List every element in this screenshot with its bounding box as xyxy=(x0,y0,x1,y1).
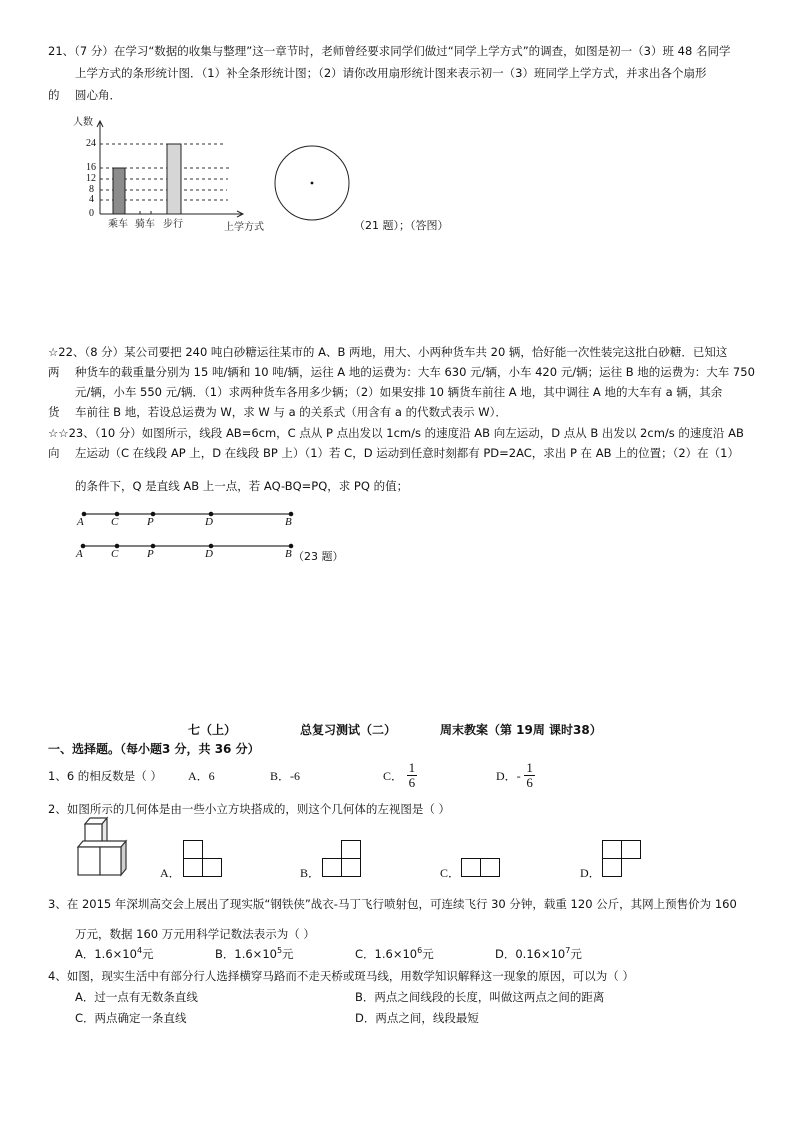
q3-option-a xyxy=(75,947,154,961)
q4-stem: 4、如图，现实生活中有部分行人选择横穿马路而不走天桥或斑马线，用数学知识解释这一现象的原因，可以为（ ） xyxy=(48,969,634,983)
q1-option-d xyxy=(496,761,535,790)
exponent: 6 xyxy=(417,946,423,956)
q22-line4: 车前往 B 地，若设总运费为 W，求 W 与 a 的关系式（用含有 a 的代数式表示 W）． xyxy=(75,405,507,419)
q22-line3: 元/辆，小车 550 元/辆．（1）求两种货车各用多少辆；（2）如果安排 10 辆货车前往 A 地，其中调往 A 地的大车有 a 辆，其余 xyxy=(75,385,723,399)
answer-circle xyxy=(274,146,354,226)
q21-line1: 21、（7 分）在学习“数据的收集与整理”这一章节时，老师曾经要求同学们做过“同学上学方式”的调查，如图是初一（3）班 48 名同学 xyxy=(48,44,731,58)
exponent: 5 xyxy=(276,946,283,956)
q23-line1: ☆☆23、（10 分）如图所示，线段 AB=6cm，C 点从 P 点出发以 1cm/s 的速度沿 AB 向左运动，D 点从 B 出发以 2cm/s 的速度沿 AB xyxy=(48,426,744,440)
point-p-label-1: P xyxy=(147,516,154,528)
y-tick-24: 24 xyxy=(86,138,96,149)
cube-stack-figure xyxy=(76,818,136,878)
q2-stem: 2、如图所示的几何体是由一些小立方块搭成的，则这个几何体的左视图是（ ） xyxy=(48,802,450,816)
q4-option-b: B．两点之间线段的长度，叫做这两点之间的距离 xyxy=(355,990,605,1004)
x-axis-label: 上学方式 xyxy=(224,222,264,233)
q3-line1: 3、在 2015 年深圳高交会上展出了现实版“钢铁侠”战衣-马丁飞行喷射包，可连续飞行 30 分钟，载重 120 公斤，其网上预售价为 160 xyxy=(48,897,737,911)
q23-line2-prefix: 向 xyxy=(48,446,60,460)
q3-option-d xyxy=(495,947,582,961)
q2-option-a-label: A． xyxy=(160,866,181,880)
point-d-label-2: D xyxy=(205,548,213,560)
q2-option-d-label: D． xyxy=(580,866,601,880)
fraction-numerator: 1 xyxy=(408,760,416,775)
header-lesson-info: 周末教案（第 19周 课时38） xyxy=(440,723,602,737)
fraction-denominator: 6 xyxy=(526,775,533,790)
q1-option-c-label: C． xyxy=(383,769,404,783)
q22-line1: ☆22、（8 分）某公司要把 240 吨白砂糖运往某市的 A、B 两地，用大、小两种货车共 20 辆，恰好能一次性装完这批白砂糖．已知这 xyxy=(48,345,728,359)
q4-option-d: D．两点之间，线段最短 xyxy=(355,1011,479,1025)
y-axis-label: 人数 xyxy=(73,117,93,128)
q4-option-a: A．过一点有无数条直线 xyxy=(75,990,198,1004)
option-text: C．1.6×10 xyxy=(355,947,418,961)
point-a-label-2: A xyxy=(76,548,83,560)
point-c-label-2: C xyxy=(111,548,119,560)
unit: 元 xyxy=(282,947,294,961)
q1-option-c-fraction xyxy=(407,761,418,790)
y-tick-16: 16 xyxy=(86,162,96,173)
q23-line2: 左运动（C 在线段 AP 上，D 在线段 BP 上）（1）若 C，D 运动到任意时刻都有 PD=2AC，求出 P 在 AB 上的位置；（2）在（1） xyxy=(75,446,739,460)
y-tick-0: 0 xyxy=(89,208,94,219)
point-p-label-2: P xyxy=(147,548,154,560)
q21-line3: 圆心角． xyxy=(75,88,121,102)
q3-option-b xyxy=(215,947,294,961)
header-test-title: 总复习测试（二） xyxy=(300,723,397,737)
q22-line4-prefix: 货 xyxy=(48,405,60,419)
q2-option-b-label: B． xyxy=(300,866,321,880)
point-b-label-1: B xyxy=(285,516,292,528)
q2-option-c-label: C． xyxy=(440,866,461,880)
section-title-choice: 一、选择题。（每小题3 分，共 36 分） xyxy=(48,742,260,756)
q1-stem: 1、6 的相反数是（ ） xyxy=(48,769,162,783)
y-tick-12: 12 xyxy=(86,173,96,184)
x-category-3: 步行 xyxy=(163,219,183,230)
fraction-denominator: 6 xyxy=(408,775,416,790)
q3-line2: 万元，数据 160 万元用科学记数法表示为（ ） xyxy=(75,927,315,941)
q1-option-a: A．6 xyxy=(188,769,215,783)
option-text: D．0.16×10 xyxy=(495,947,566,961)
point-c-label-1: C xyxy=(111,516,119,528)
x-category-1: 乘车 xyxy=(108,219,128,230)
q23-line3: 的条件下，Q 是直线 AB 上一点，若 AQ-BQ=PQ，求 PQ 的值； xyxy=(75,479,409,493)
q1-option-c xyxy=(383,761,417,790)
x-category-2: 骑车 xyxy=(135,219,155,230)
unit: 元 xyxy=(422,947,434,961)
point-b-label-2: B xyxy=(285,548,292,560)
q22-line2-prefix: 两 xyxy=(48,365,60,379)
q1-option-d-fraction xyxy=(524,761,535,790)
q21-line2: 上学方式的条形统计图．（1）补全条形统计图；（2）请你改用扇形统计图来表示初一（3）班同学上学方式，并求出各个扇形 xyxy=(75,66,707,80)
option-text: B．1.6×10 xyxy=(215,947,277,961)
q3-option-c xyxy=(355,947,434,961)
header-grade: 七（上） xyxy=(188,723,237,737)
exponent: 4 xyxy=(136,946,143,956)
option-text: A．1.6×10 xyxy=(75,947,137,961)
y-tick-4: 4 xyxy=(89,194,94,205)
q4-option-c: C．两点确定一条直线 xyxy=(75,1011,187,1025)
unit: 元 xyxy=(142,947,154,961)
unit: 元 xyxy=(570,947,582,961)
q21-line3-prefix: 的 xyxy=(48,88,60,102)
q23-caption: （23 题） xyxy=(293,550,344,563)
q1-option-b: B．-6 xyxy=(270,769,301,783)
y-tick-8: 8 xyxy=(89,184,94,195)
fraction-numerator: 1 xyxy=(526,760,533,775)
point-d-label-1: D xyxy=(205,516,213,528)
q22-line2: 种货车的载重量分别为 15 吨/辆和 10 吨/辆，运往 A 地的运费为：大车 630 元/辆，小车 420 元/辆；运往 B 地的运费为：大车 750 xyxy=(75,365,755,379)
q21-caption: （21 题）；（答图） xyxy=(354,219,449,232)
exponent: 7 xyxy=(565,946,571,956)
q1-option-d-label: D．- xyxy=(496,769,521,783)
point-a-label-1: A xyxy=(77,516,84,528)
